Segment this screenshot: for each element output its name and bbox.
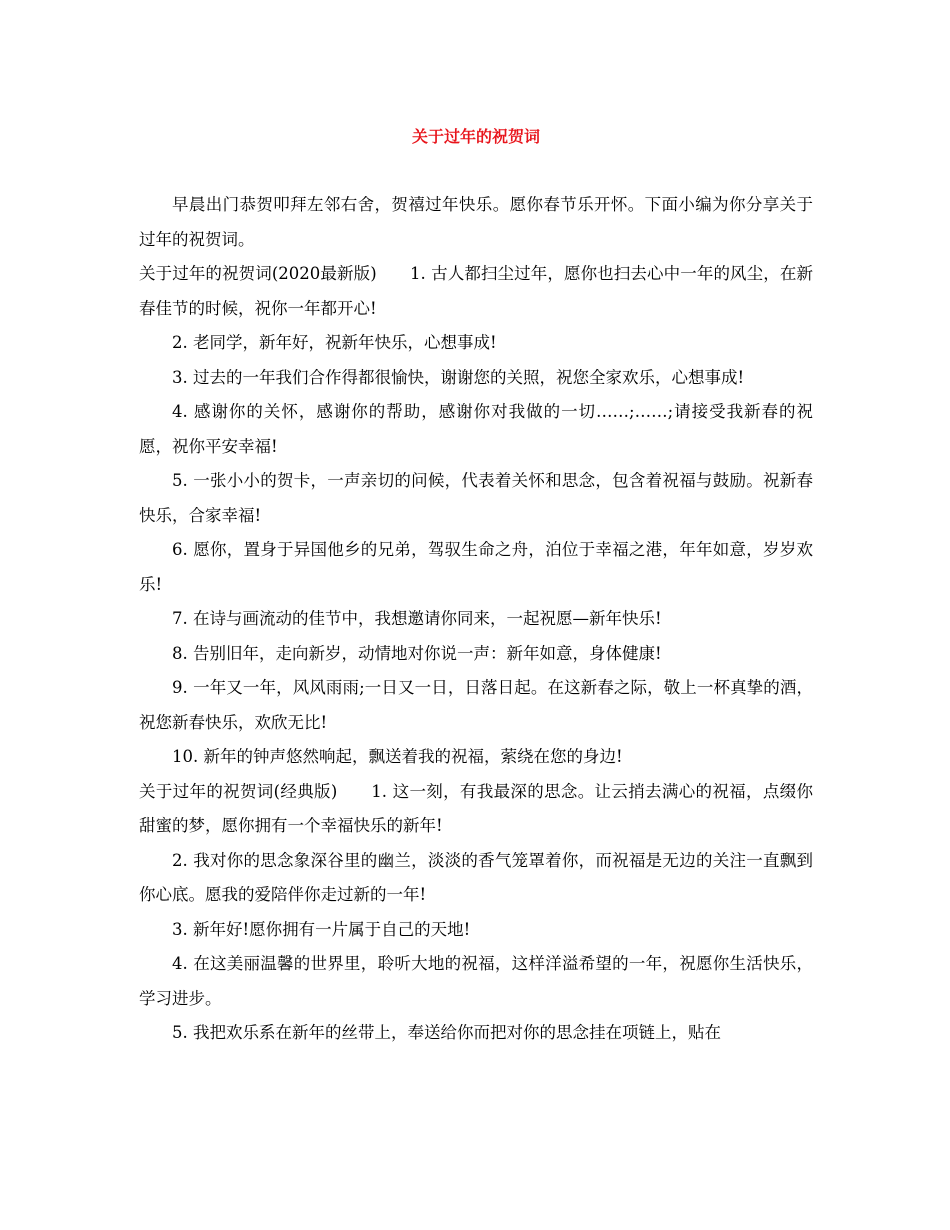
paragraph: 9. 一年又一年，风风雨雨;一日又一日，日落日起。在这新春之际，敬上一杯真挚的酒，祝您新春快乐，欢欣无比! — [139, 678, 813, 732]
paragraph: 3. 过去的一年我们合作得都很愉快，谢谢您的关照，祝您全家欢乐，心想事成! — [172, 367, 745, 387]
paragraph-intro: 早晨出门恭贺叩拜左邻右舍，贺禧过年快乐。愿你春节乐开怀。下面小编为你分享关于过年的祝贺词。 — [139, 195, 813, 249]
paragraph: 5. 一张小小的贺卡，一声亲切的问候，代表着关怀和思念，包含着祝福与鼓励。祝新春快乐，合家幸福! — [139, 471, 813, 525]
paragraph: 7. 在诗与画流动的佳节中，我想邀请你同来，一起祝愿—新年快乐! — [172, 609, 662, 628]
paragraph: 6. 愿你，置身于异国他乡的兄弟，驾驭生命之舟，泊位于幸福之港，年年如意，岁岁欢乐! — [139, 540, 813, 594]
document-body — [139, 188, 813, 1051]
paragraph-section-1: 关于过年的祝贺词(2020最新版) 1. 古人都扫尘过年，愿你也扫去心中一年的风尘，在新春佳节的时候，祝你一年都开心! — [139, 264, 813, 318]
paragraph: 3. 新年好!愿你拥有一片属于自己的天地! — [172, 919, 471, 939]
paragraph: 10. 新年的钟声悠然响起，飘送着我的祝福，萦绕在您的身边! — [172, 747, 623, 766]
paragraph: 2. 老同学，新年好，祝新年快乐，心想事成! — [172, 333, 497, 352]
paragraph: 8. 告别旧年，走向新岁，动情地对你说一声：新年如意，身体健康! — [172, 643, 662, 663]
document-title: 关于过年的祝贺词 — [411, 127, 540, 146]
paragraph-section-2: 关于过年的祝贺词(经典版) 1. 这一刻，有我最深的思念。让云捎去满心的祝福，点缀你甜蜜的梦，愿你拥有一个幸福快乐的新年! — [139, 781, 813, 835]
paragraph: 4. 在这美丽温馨的世界里，聆听大地的祝福，这样洋溢希望的一年，祝愿你生活快乐，学习进步。 — [139, 954, 813, 1008]
paragraph: 4. 感谢你的关怀，感谢你的帮助，感谢你对我做的一切……;……;请接受我新春的祝愿，祝你平安幸福! — [139, 402, 813, 456]
paragraph: 2. 我对你的思念象深谷里的幽兰，淡淡的香气笼罩着你，而祝福是无边的关注一直飘到你心底。愿我的爱陪伴你走过新的一年! — [139, 850, 813, 904]
paragraph: 5. 我把欢乐系在新年的丝带上，奉送给你而把对你的思念挂在项链上，贴在 — [172, 1023, 721, 1042]
